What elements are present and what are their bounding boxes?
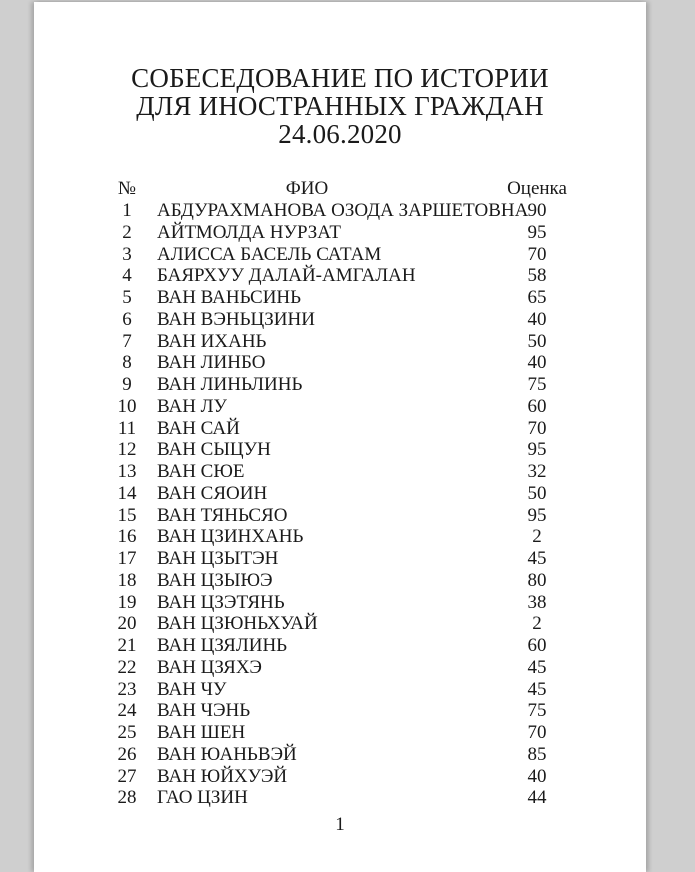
row-number: 25: [117, 722, 137, 743]
student-name: ВАН ЛИНЬЛИНЬ: [157, 374, 303, 395]
row-number: 15: [117, 504, 137, 526]
student-score: 45: [527, 678, 547, 700]
student-score: 44: [527, 787, 547, 809]
title-date: 24.06.2020: [278, 119, 402, 149]
student-score: 2: [532, 613, 542, 635]
student-score: 95: [527, 504, 547, 526]
student-name: ВАН ВАНЬСИНЬ: [157, 287, 302, 308]
table-row: [34, 548, 646, 570]
student-name: ВАН ЧУ: [157, 678, 227, 700]
table-row: [34, 700, 646, 722]
student-score: 60: [527, 395, 547, 417]
student-name: АБДУРАХМАНОВА ОЗОДА ЗАРШЕТОВНА: [157, 200, 529, 221]
student-score: 95: [527, 221, 547, 243]
table-row: [34, 570, 646, 592]
student-name: ВАН СЯОИН: [157, 482, 268, 504]
table-row: [34, 352, 646, 374]
table-row: [34, 787, 646, 809]
header-score: Оценка: [507, 178, 567, 199]
row-number: 6: [122, 308, 132, 330]
row-number: 5: [122, 287, 132, 308]
student-name: ВАН ИХАНЬ: [157, 330, 267, 352]
row-number: 20: [117, 613, 137, 635]
document-title: [34, 64, 646, 148]
table-row: [34, 374, 646, 396]
student-score: 90: [527, 200, 547, 221]
table-row: [34, 244, 646, 266]
row-number: 21: [117, 635, 137, 656]
title-line-2: ДЛЯ ИНОСТРАННЫХ ГРАЖДАН: [136, 91, 544, 121]
student-score: 45: [527, 656, 547, 678]
row-number: 8: [122, 352, 132, 374]
header-num: №: [117, 178, 137, 199]
row-number: 23: [117, 678, 137, 700]
table-row: [34, 309, 646, 331]
row-number: 7: [122, 330, 132, 352]
row-number: 1: [122, 200, 132, 221]
student-score: 32: [527, 461, 547, 482]
row-number: 3: [122, 243, 132, 265]
row-number: 27: [117, 765, 137, 787]
student-score: 70: [527, 722, 547, 743]
table-row: [34, 679, 646, 701]
student-name: ВАН ЮАНЬВЭЙ: [157, 743, 297, 765]
row-number: 4: [122, 265, 132, 287]
row-number: 16: [117, 526, 137, 548]
table-row: [34, 396, 646, 418]
student-score: 40: [527, 765, 547, 787]
student-score: 58: [527, 265, 547, 287]
row-number: 12: [117, 439, 137, 461]
student-score: 70: [527, 417, 547, 439]
row-number: 22: [117, 656, 137, 678]
row-number: 9: [122, 374, 132, 395]
student-name: ВАН ЧЭНЬ: [157, 700, 251, 722]
table-row: [34, 526, 646, 548]
table-row: [34, 200, 646, 222]
student-name: ВАН ЦЗЯЛИНЬ: [157, 635, 288, 656]
student-score: 40: [527, 352, 547, 374]
row-number: 24: [117, 700, 137, 722]
student-score: 95: [527, 439, 547, 461]
student-name: ВАН ЦЗЫТЭН: [157, 548, 279, 569]
table-row: [34, 483, 646, 505]
row-number: 26: [117, 743, 137, 765]
student-name: ВАН ЮЙХУЭЙ: [157, 765, 288, 787]
student-score: 80: [527, 569, 547, 591]
document-page: [34, 2, 646, 872]
student-score: 38: [527, 591, 547, 613]
table-row: [34, 635, 646, 657]
student-name: ВАН САЙ: [157, 417, 240, 439]
student-score: 75: [527, 374, 547, 395]
header-name: ФИО: [285, 178, 329, 199]
row-number: 10: [117, 395, 137, 417]
student-name: ВАН СЮЕ: [157, 461, 245, 482]
student-name: АЙТМОЛДА НУРЗАТ: [157, 221, 341, 243]
student-name: ВАН ЦЗЭТЯНЬ: [157, 591, 285, 613]
student-name: ВАН ТЯНЬСЯО: [157, 504, 288, 526]
table-row: [34, 592, 646, 614]
student-score: 50: [527, 482, 547, 504]
row-number: 19: [117, 591, 137, 613]
table-row: [34, 418, 646, 440]
table-row: [34, 287, 646, 309]
student-name: ГАО ЦЗИН: [157, 787, 248, 809]
row-number: 28: [117, 787, 137, 809]
student-score: 85: [527, 743, 547, 765]
student-name: ВАН ВЭНЬЦЗИНИ: [157, 308, 315, 330]
table-row: [34, 439, 646, 461]
row-number: 17: [117, 548, 137, 569]
student-score: 50: [527, 330, 547, 352]
table-row: [34, 331, 646, 353]
student-name: ВАН СЫЦУН: [157, 439, 271, 461]
row-number: 11: [117, 417, 137, 439]
student-score: 65: [527, 287, 547, 308]
table-row: [34, 505, 646, 527]
student-score: 60: [527, 635, 547, 656]
student-name: ВАН ЦЗЯХЭ: [157, 656, 262, 678]
table-header-row: [34, 178, 646, 200]
student-score: 45: [527, 548, 547, 569]
row-number: 18: [117, 569, 137, 591]
table-row: [34, 766, 646, 788]
student-name: ВАН ЛУ: [157, 395, 228, 417]
table-row: [34, 744, 646, 766]
student-score: 75: [527, 700, 547, 722]
student-name: ВАН ЦЗИНХАНЬ: [157, 526, 304, 548]
student-name: ВАН ЦЗЮНЬХУАЙ: [157, 613, 318, 635]
student-name: ВАН ШЕН: [157, 722, 246, 743]
table-row: [34, 461, 646, 483]
table-row: [34, 222, 646, 244]
student-name: ВАН ЛИНБО: [157, 352, 266, 374]
row-number: 14: [117, 482, 137, 504]
student-name: БАЯРХУУ ДАЛАЙ-АМГАЛАН: [157, 265, 416, 287]
table-row: [34, 613, 646, 635]
student-name: АЛИССА БАСЕЛЬ САТАМ: [157, 243, 382, 265]
page-number: 1: [335, 814, 345, 835]
student-score: 2: [532, 526, 542, 548]
row-number: 13: [117, 461, 137, 482]
student-score: 40: [527, 308, 547, 330]
title-line-1: СОБЕСЕДОВАНИЕ ПО ИСТОРИИ: [131, 63, 549, 93]
table-row: [34, 265, 646, 287]
student-name: ВАН ЦЗЫЮЭ: [157, 569, 273, 591]
student-score: 70: [527, 243, 547, 265]
row-number: 2: [122, 221, 132, 243]
table-row: [34, 657, 646, 679]
table-row: [34, 722, 646, 744]
